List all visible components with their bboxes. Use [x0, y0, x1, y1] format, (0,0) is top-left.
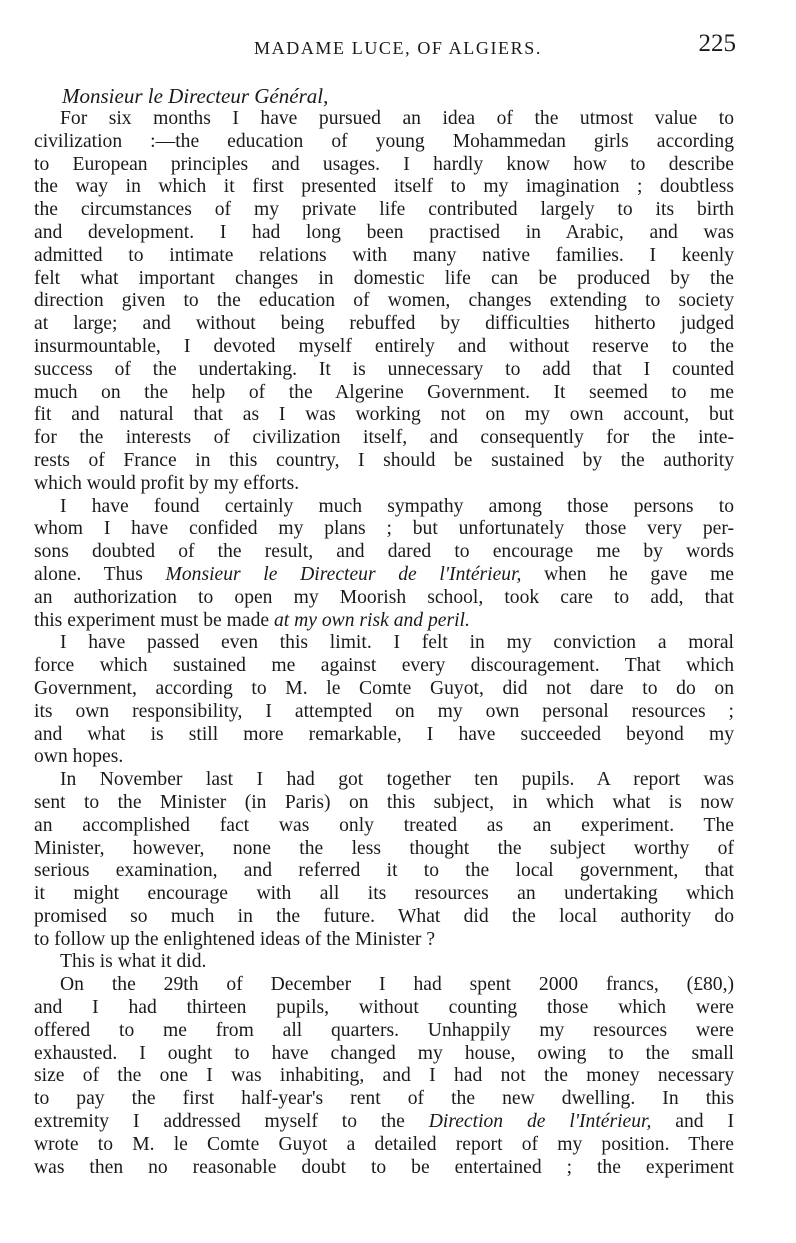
text-run: this experiment must be made	[34, 609, 274, 631]
text-line: I have passed even this limit. I felt in my conviction a moral	[60, 632, 734, 654]
text-line: the way in which it first presented itself to my imagination ; doubtless	[34, 176, 734, 198]
text-line: wrote to M. le Comte Guyot a detailed report of my position. There	[34, 1133, 734, 1155]
text-line: much on the help of the Algerine Government. It seemed to me	[34, 381, 734, 403]
text-line: admitted to intimate relations with many native families. I keenly	[34, 244, 734, 266]
text-run: alone. Thus	[34, 563, 166, 585]
text-line: and development. I had long been practised in Arabic, and was	[34, 221, 734, 243]
text-line: an accomplished fact was only treated as an experiment. The	[34, 814, 734, 836]
text-line: to pay the first half-year's rent of the new dwelling. In this	[34, 1088, 734, 1110]
letter-salutation: Monsieur le Directeur Général,	[62, 84, 329, 108]
text-line: Government, according to M. le Comte Guyot, did not dare to do on	[34, 677, 734, 699]
text-line: its own responsibility, I attempted on my own personal resources ;	[34, 700, 734, 722]
text-line: for the interests of civilization itself, and consequently for the inte-	[34, 427, 734, 449]
text-line: was then no reasonable doubt to be entertained ; the experiment	[34, 1156, 734, 1178]
running-title: MADAME LUCE, OF ALGIERS.	[254, 38, 542, 58]
text-line: sent to the Minister (in Paris) on this subject, in which what is now	[34, 791, 734, 813]
text-line	[34, 564, 734, 587]
text-line: whom I have confided my plans ; but unfortunately those very per-	[34, 518, 734, 540]
italic-phrase: at my own risk and peril.	[273, 609, 470, 631]
text-line: at large; and without being rebuffed by difficulties hitherto judged	[34, 313, 734, 335]
text-line: and what is still more remarkable, I have succeeded beyond my	[34, 723, 734, 745]
text-run: when he gave me	[521, 563, 735, 585]
text-line: which would profit by my efforts.	[34, 472, 300, 494]
text-line: insurmountable, I devoted myself entirely and without reserve to the	[34, 335, 734, 357]
text-line: own hopes.	[34, 746, 124, 768]
text-line: it might encourage with all its resources an undertaking which	[34, 883, 734, 905]
text-run: extremity I addressed myself to the	[34, 1111, 429, 1133]
page-number: 225	[698, 30, 736, 57]
text-line: For six months I have pursued an idea of the utmost value to	[60, 108, 734, 129]
text-line: to European principles and usages. I hardly know how to describe	[34, 153, 734, 175]
text-line	[34, 1111, 734, 1134]
text-line: I have found certainly much sympathy among those persons to	[60, 495, 734, 517]
text-line: success of the undertaking. It is unnecessary to add that I counted	[34, 358, 734, 380]
text-line: direction given to the education of women, changes extending to society	[34, 290, 734, 312]
text-line: In November last I had got together ten pupils. A report was	[60, 769, 734, 791]
text-line: an authorization to open my Moorish school, took care to add, that	[34, 586, 734, 608]
text-line: exhausted. I ought to have changed my house, owing to the small	[34, 1042, 734, 1064]
text-run: and I	[651, 1111, 734, 1133]
text-line: This is what it did.	[60, 951, 207, 973]
text-line: size of the one I was inhabiting, and I had not the money necessary	[34, 1065, 734, 1087]
text-line: promised so much in the future. What did the local authority do	[34, 905, 734, 927]
text-line	[34, 610, 734, 633]
page-header	[0, 30, 796, 66]
text-line: On the 29th of December I had spent 2000 francs, (£80,)	[60, 974, 734, 996]
text-line: serious examination, and referred it to the local government, that	[34, 860, 734, 882]
text-line: and I had thirteen pupils, without counting those which were	[34, 997, 734, 1019]
text-line: sons doubted of the result, and dared to encourage me by words	[34, 541, 734, 563]
text-line: force which sustained me against every discouragement. That which	[34, 655, 734, 677]
text-line: rests of France in this country, I should be sustained by the authority	[34, 449, 734, 471]
text-line: Minister, however, none the less thought the subject worthy of	[34, 837, 734, 859]
text-line: civilization :—the education of young Mohammedan girls according	[34, 130, 734, 152]
text-line: felt what important changes in domestic life can be produced by the	[34, 267, 734, 289]
text-line: to follow up the enlightened ideas of the Minister ?	[34, 928, 436, 950]
italic-phrase: Monsieur le Directeur de l'Intérieur,	[165, 563, 522, 585]
letter-body	[34, 108, 734, 1179]
text-line: offered to me from all quarters. Unhappily my resources were	[34, 1019, 734, 1041]
italic-phrase: Direction de l'Intérieur,	[428, 1111, 652, 1133]
text-line: fit and natural that as I was working not on my own account, but	[34, 404, 734, 426]
text-line: the circumstances of my private life contributed largely to its birth	[34, 199, 734, 221]
